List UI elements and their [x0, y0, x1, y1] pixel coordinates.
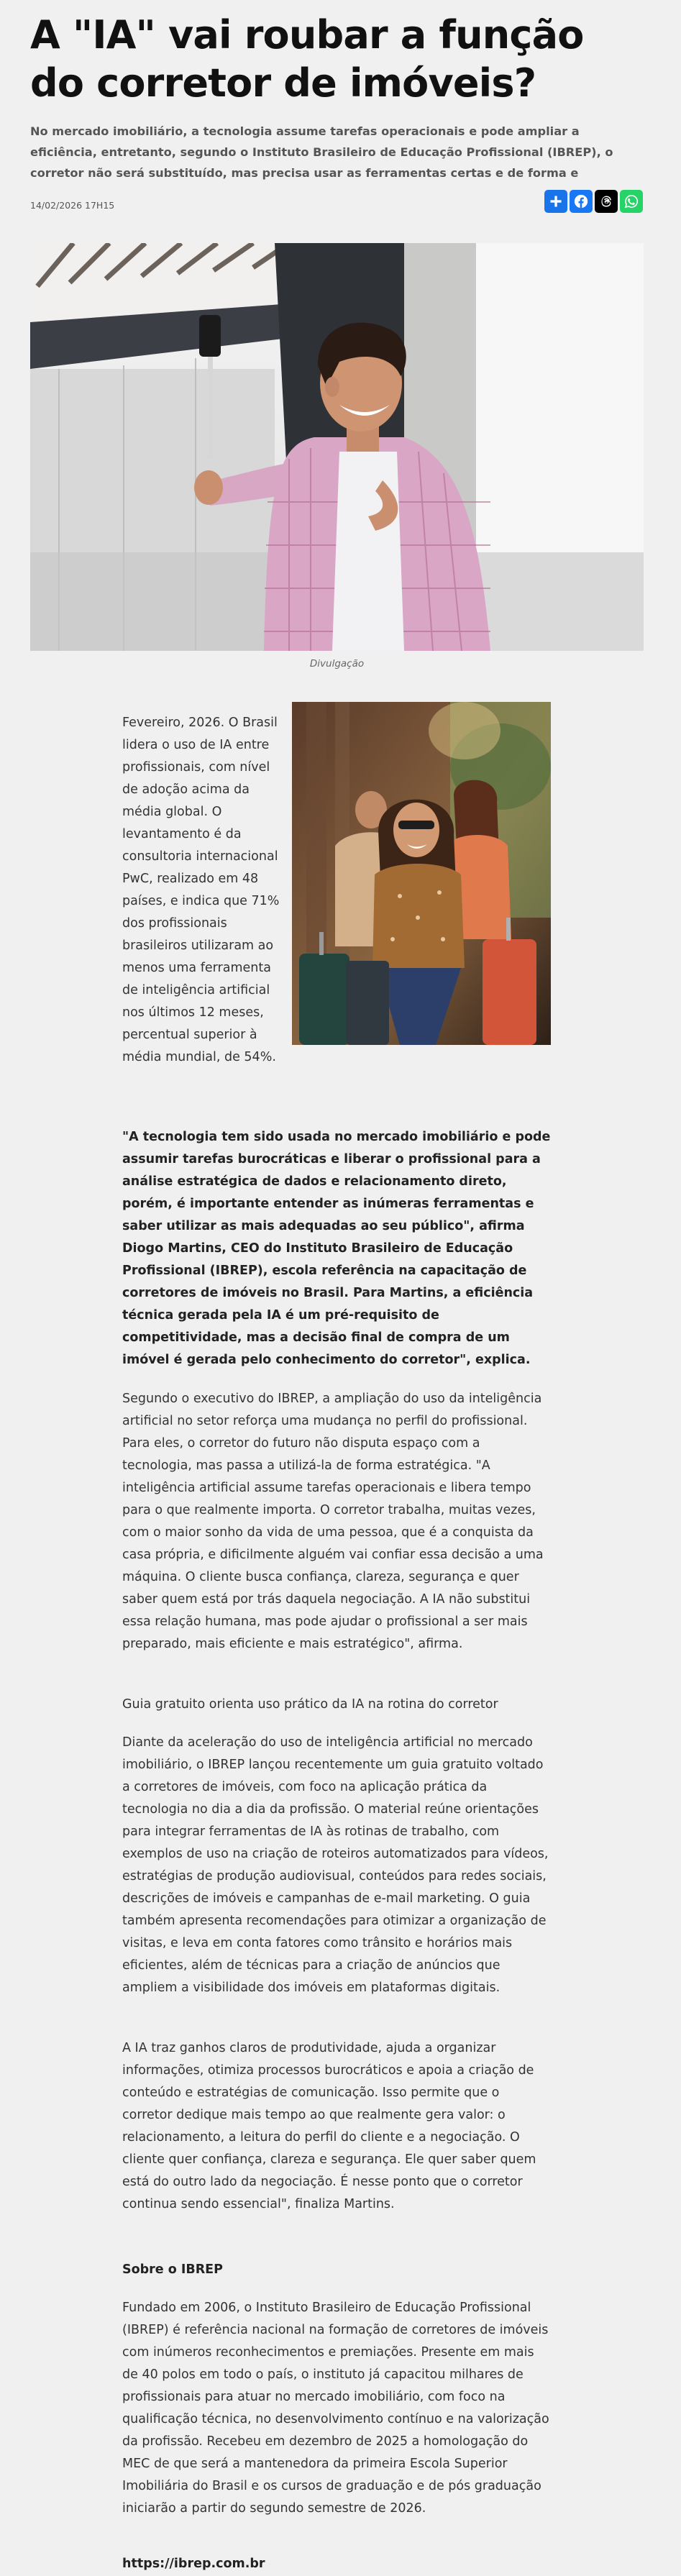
section-heading: Guia gratuito orienta uso prático da IA na rotina do corretor	[122, 1697, 498, 1712]
hero-caption: Divulgação	[309, 658, 365, 670]
share-whatsapp-button[interactable]	[620, 190, 643, 213]
about-paragraph: Fundado em 2006, o Instituto Brasileiro de Educação Profissional (IBREP) é referência nacional na formação de corretores de imóveis com inúmeros reconhecimentos e premiações. Presente em mais de 40 polos em todo o país, o instituto já capacitou milhares de profissionais para atuar no mercado imobiliário, com foco na qualificação técnica, no desenvolvimento contínuo e na valorização da profissão. Recebeu em dezembro de 2025 a homologação do MEC de que será a mantenedora da primeira Escola Superior Imobiliária do Brasil e os cursos de graduação e de pós graduação iniciarão a partir do segundo semestre de 2026.	[122, 2301, 549, 2516]
share-add-icon	[549, 194, 563, 209]
website-link[interactable]: https://ibrep.com.br	[122, 2557, 265, 2571]
facebook-icon	[573, 193, 589, 209]
publish-date: 14/02/2026 17H15	[30, 200, 115, 211]
intro-paragraph: Fevereiro, 2026. O Brasil lidera o uso de IA entre profissionais, com nível de adoção acima da média global. O levantamento é da consultoria internacional PwC, realizado em 48 países, e indica que 71% dos profissionais brasileiros utilizaram ao menos uma ferramenta de inteligência artificial nos últimos 12 meses, percentual superior à média mundial, de 54%.	[122, 716, 280, 1064]
threads-icon	[598, 193, 614, 209]
quote-paragraph: "A tecnologia tem sido usada no mercado imobiliário e pode assumir tarefas burocráticas e liberar o profissional para a análise estratégica de dados e relacionamento direto, porém, é importante entender as inúmeras ferramentas e saber utilizar as mais adequadas ao seu público", afirma Diogo Martins, CEO do Instituto Brasileiro de Educação Profissional (IBREP), escola referência na capacitação de corretores de imóveis no Brasil. Para Martins, a eficiência técnica gerada pela IA é um pré-requisito de competitividade, mas a decisão final de compra de um imóvel é gerada pelo conhecimento do corretor", explica.	[122, 1130, 551, 1367]
whatsapp-icon	[623, 193, 639, 209]
about-heading: Sobre o IBREP	[122, 2262, 223, 2277]
share-facebook-button[interactable]	[570, 190, 593, 213]
hero-image	[30, 243, 644, 651]
article-body	[122, 712, 551, 2571]
travel-photo	[292, 702, 551, 1045]
body-paragraph: Diante da aceleração do uso de inteligência artificial no mercado imobiliário, o IBREP lançou recentemente um guia gratuito voltado a corretores de imóveis, com foco na aplicação prática da tecnologia no dia a dia da profissão. O material reúne orientações para integrar ferramentas de IA às rotinas de trabalho, com exemplos de uso na criação de roteiros automatizados para vídeos, estratégias de produção audiovisual, conteúdos para redes sociais, descrições de imóveis e campanhas de e-mail marketing. O guia também apresenta recomendações para otimizar a organização de visitas, e leva em conta fatores como trânsito e horários mais eficientes, além de técnicas para a criação de anúncios que ampliem a visibilidade dos imóveis em plataformas digitais.	[122, 1735, 549, 1995]
body-paragraph: Segundo o executivo do IBREP, a ampliação do uso da inteligência artificial no setor reforça uma mudança no perfil do profissional. Para eles, o corretor do futuro não disputa espaço com a tecnologia, mas passa a utilizá-la de forma estratégica. "A inteligência artificial assume tarefas operacionais e libera tempo para o que realmente importa. O corretor trabalha, muitas vezes, com o maior sonho da vida de uma pessoa, que é a conquista da casa própria, e dificilmente alguém vai confiar essa decisão a uma máquina. O cliente busca confiança, clareza, segurança e quer saber quem está por trás daquela negociação. A IA não substitui essa relação humana, mas pode ajudar o profissional a ser mais preparado, mais eficiente e mais estratégico", afirma.	[122, 1392, 544, 1651]
side-image	[292, 702, 551, 1045]
body-paragraph: A IA traz ganhos claros de produtividade, ajuda a organizar informações, otimiza processos burocráticos e apoia a criação de conteúdo e estratégias de comunicação. Isso permite que o corretor dedique mais tempo ao que realmente gera valor: o relacionamento, a leitura do perfil do cliente e a negociação. O cliente quer confiança, clareza e segurança. Ele quer saber quem está do outro lado da negociação. É nesse ponto que o corretor continua sendo essencial", finaliza Martins.	[122, 2041, 536, 2211]
article-subtitle: No mercado imobiliário, a tecnologia assume tarefas operacionais e pode ampliar a eficiência, entretanto, segundo o Instituto Brasileiro de Educação Profissional (IBREP), o corretor não será substituído, mas precisa usar as ferramentas certas e de forma e	[30, 124, 613, 180]
page-title: A "IA" vai roubar a função do corretor de imóveis?	[30, 12, 584, 106]
share-buttons	[544, 190, 643, 213]
share-add-button[interactable]	[544, 190, 567, 213]
hero-photo	[30, 243, 644, 651]
share-threads-button[interactable]	[595, 190, 618, 213]
